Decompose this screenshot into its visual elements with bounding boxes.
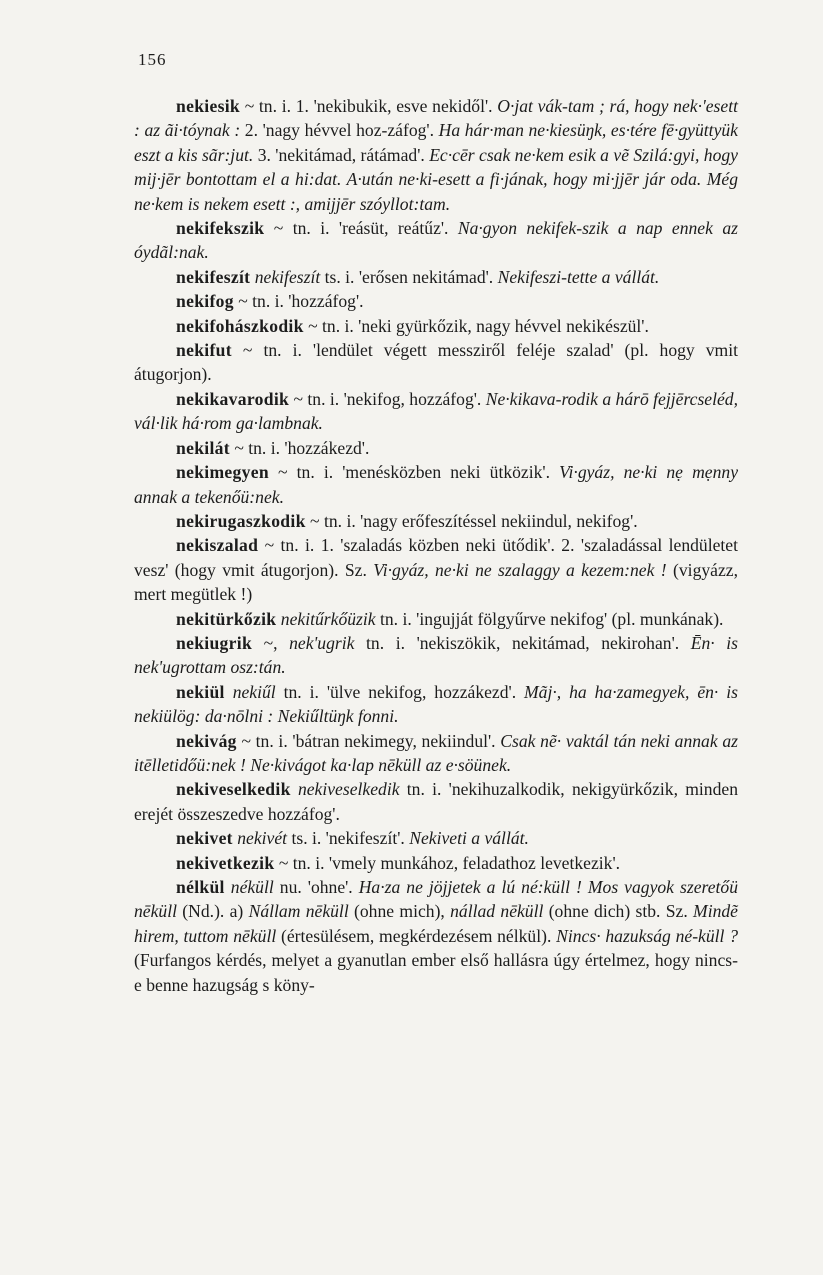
entry-definition: (ohne mich), [348, 901, 451, 922]
entry-definition: (Furfangos kérdés, melyet a gyanutlan ember első hallásra úgy értelmez, hogy nincs-e benne hazugság s köny- [134, 950, 738, 995]
entry-headword: nekitürkőzik [176, 608, 277, 629]
entry-definition: tn. i. 'nekihuzalkodik, nekigyürkőzik, minden erejét összeszedve hozzáfog'. [134, 779, 738, 824]
entry-example: Nekiveti a vállát. [409, 828, 529, 849]
entry-example: Vi·gyáz, ne·ki ne szalaggy a kezem:nek ! [373, 559, 667, 580]
page-number: 156 [138, 50, 167, 69]
entry-headword: nekiesik [176, 96, 240, 116]
entry-definition: 2. 'nagy hévvel hoz-záfog'. [240, 120, 439, 141]
entry-headword: nekifog [176, 291, 234, 312]
entry-definition: ~ tn. i. 1. 'nekibukik, esve nekidől'. [240, 96, 498, 116]
entry-definition: nu. 'ohne'. [273, 877, 359, 897]
dictionary-entry [134, 289, 738, 313]
entry-example: nekiűl [232, 681, 276, 702]
entry-example: nállad nēküll [450, 901, 544, 922]
entry-example: Nállam nēküll [248, 901, 349, 922]
dictionary-entry [134, 851, 738, 875]
entry-definition: ~ tn. i. 'bátran nekimegy, nekiindul'. [236, 730, 501, 751]
entry-headword: nekifohászkodik [176, 315, 304, 336]
entry-example: Nekifeszi-tette a vállát. [497, 266, 660, 287]
entry-definition: ~ tn. i. 'reásüt, reátűz'. [264, 218, 458, 239]
entry-example: Mãj·, ha ha·zamegyek, ēn· is nekiülög: da·nōlni : Nekiűltüŋk fonni. [134, 681, 738, 727]
entry-example: nekifeszít [254, 266, 321, 287]
entry-example: Csak nẽ· vaktál tán neki annak az itēlletidőü:nek ! Ne·kivágot ka·lap nēküll az e·söünek. [134, 730, 738, 775]
entry-headword: nekiszalad [176, 535, 259, 556]
entry-headword: nekifeszít [176, 266, 251, 287]
entry-headword: nekiül [176, 681, 225, 702]
entry-definition: ~ tn. i. 'nagy erőfeszítéssel nekiindul, nekifog'. [305, 510, 638, 531]
entry-example: Vi·gyáz, ne·ki nẹ mẹnny annak a tekenőü:nek. [134, 462, 739, 507]
entry-example: nekiveselkedik [297, 779, 400, 800]
dictionary-entry [134, 631, 738, 680]
entry-example: Na·gyon nekifek-szik a nap ennek az óydãl:nak. [134, 218, 738, 263]
entry-definition: ~ tn. i. 'lendület végett messziről feléje szalad' (pl. hogy vmit átugorjon). [134, 340, 738, 385]
entry-example: Ec·cēr csak ne·kem esik a vẽ Szilá:gyi, hogy mij·jēr bontottam el a hi:dat. A·után ne·ki-esett a fi·jának, hogy mi·jjēr jár oda. Még ne·kem is nekem esett :, amijjēr szóyllot:tam. [134, 144, 738, 214]
entry-headword: nélkül [176, 877, 225, 897]
entry-definition: (ohne dich) stb. Sz. [543, 901, 694, 922]
entry-example: nekivét [237, 828, 288, 849]
entry-example: Ne·kikava-rodik a hárō fejjērcseléd, vál·lik há·rom ga·lambnak. [134, 388, 738, 434]
entry-example: nek'ugrik [289, 632, 355, 653]
entry-headword: nekiugrik [176, 632, 253, 653]
entry-example: O·jat vák-tam ; rá, hogy nek·'esett : az ãi·tóynak : [134, 96, 738, 141]
dictionary-entry [134, 436, 738, 460]
entry-headword: nekifekszik [176, 218, 265, 239]
entry-definition: ~ tn. i. 'menésközben neki ütközik'. [268, 462, 560, 483]
dictionary-entry [134, 875, 738, 997]
dictionary-entry [134, 826, 738, 850]
entry-definition: ~ tn. i. 'vmely munkához, feladathoz levetkezik'. [274, 852, 621, 873]
entry-headword: nekifut [176, 340, 232, 361]
dictionary-entry [134, 607, 738, 631]
entry-definition: ~, [252, 632, 290, 653]
entry-definition: ts. i. 'erősen nekitámad'. [320, 266, 498, 287]
entry-definition: tn. i. 'ingujját fölgyűrve nekifog' (pl. munkának). [375, 608, 724, 629]
entry-example: Ha hár·man ne·kiesüŋk, es·tére fē·gyüttyük eszt a kis sãr:jut. [134, 120, 738, 165]
entry-definition: (vigyázz, mert megütlek !) [134, 559, 738, 605]
entry-definition: ~ tn. i. 'neki gyürkőzik, nagy hévvel nekikészül'. [303, 315, 649, 336]
dictionary-entry [134, 460, 738, 509]
dictionary-column [134, 94, 738, 997]
dictionary-entry [134, 387, 738, 436]
dictionary-entry [134, 729, 738, 778]
entry-example: nekitűrkőüzik [280, 608, 376, 629]
entry-example: néküll [230, 877, 274, 897]
dictionary-entry [134, 314, 738, 338]
entry-definition: ~ tn. i. 'nekifog, hozzáfog'. [289, 388, 486, 409]
entry-headword: nekirugaszkodik [176, 510, 306, 531]
dictionary-entry [134, 265, 738, 289]
dictionary-entry [134, 216, 738, 265]
entry-headword: nekilát [176, 437, 230, 458]
entry-headword: nekikavarodik [176, 388, 290, 409]
entry-example: Ha·za ne jöjjetek a lú né:küll ! Mos vagyok szeretőü nēküll [134, 877, 738, 922]
entry-headword: nekivetkezik [176, 852, 275, 873]
dictionary-entry [134, 338, 738, 387]
entry-headword: nekimegyen [176, 462, 269, 483]
dictionary-entry [134, 533, 738, 606]
entry-headword: nekivet [176, 828, 233, 849]
entry-definition: tn. i. 'ülve nekifog, hozzákezd'. [275, 681, 525, 702]
entry-definition: ts. i. 'nekifeszít'. [287, 828, 410, 849]
entry-definition: (értesülésem, megkérdezésem nélkül). [276, 925, 557, 946]
dictionary-entry [134, 94, 738, 216]
entry-headword: nekiveselkedik [176, 779, 291, 800]
entry-definition [291, 779, 298, 799]
entry-example: Nincs· hazukság né-küll ? [556, 925, 738, 946]
entry-example: Ēn· is nek'ugrottam osz:tán. [134, 632, 738, 678]
entry-definition: (Nd.). a) [177, 901, 249, 922]
entry-example: Mindẽ hirem, tuttom nēküll [134, 901, 738, 946]
dictionary-entry [134, 680, 738, 729]
entry-definition: 3. 'nekitámad, rátámad'. [253, 144, 430, 165]
entry-definition: ~ tn. i. 'hozzákezd'. [229, 437, 370, 458]
dictionary-entry [134, 509, 738, 533]
entry-definition [225, 682, 233, 702]
entry-definition: ~ tn. i. 1. 'szaladás közben neki ütődik'. 2. 'szaladással lendületet vesz' (hogy vmit átugorjon). Sz. [134, 535, 738, 580]
entry-definition: tn. i. 'nekiszökik, nekitámad, nekirohan'. [354, 632, 691, 653]
entry-definition: ~ tn. i. 'hozzáfog'. [233, 291, 364, 312]
dictionary-entry [134, 777, 738, 826]
entry-headword: nekivág [176, 730, 237, 751]
